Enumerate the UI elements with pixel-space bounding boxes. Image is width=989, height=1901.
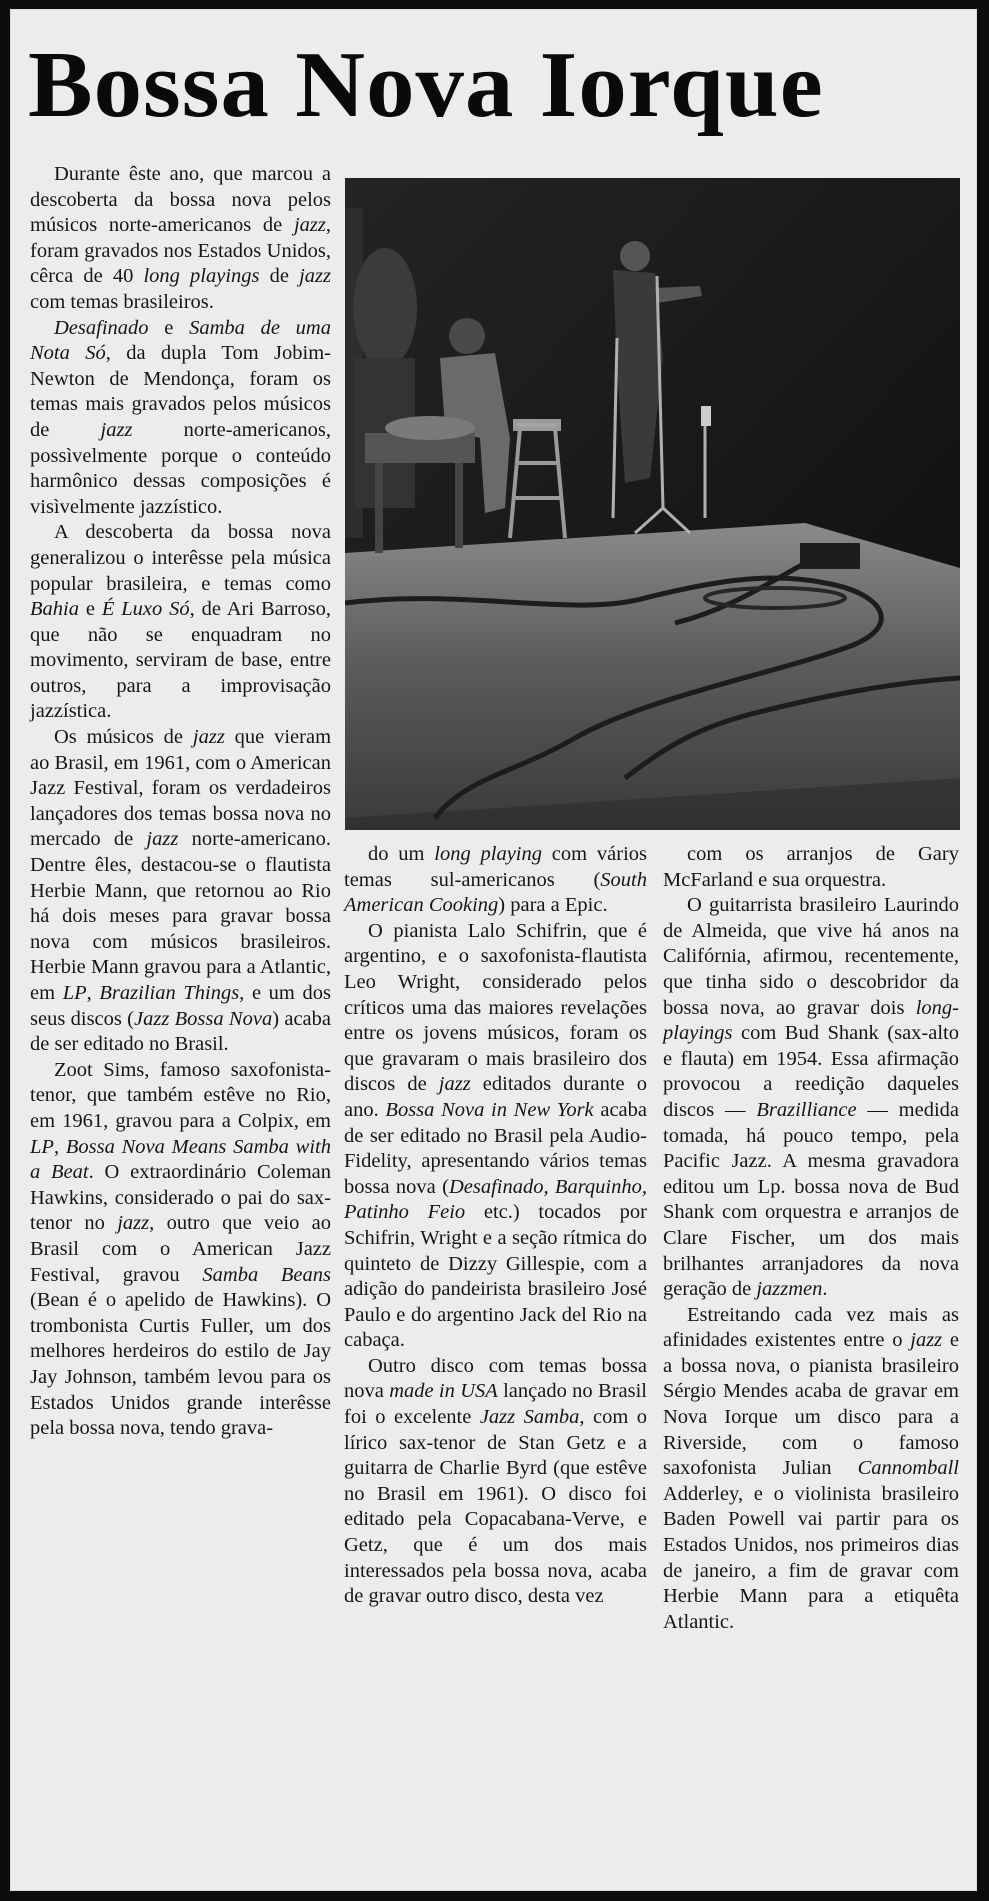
text-run: etc.) tocados por Schifrin, Wright e a seção rítmica do quinteto de Dizzy Gillespie, com a adição do pandeirista brasileiro José Paulo e do argentino Jack del Rio na cabaça. xyxy=(344,1201,648,1352)
italic-text-run: É Luxo Só xyxy=(101,598,190,621)
paragraph xyxy=(344,919,647,1354)
concert-photo xyxy=(345,178,960,830)
italic-text-run: Bahia xyxy=(30,598,79,621)
italic-text-run: Bossa Nova in New York xyxy=(385,1098,594,1121)
text-run: , da dupla Tom Jobim-Newton de Mendonça, foram os temas mais gravados pelos músicos de xyxy=(30,342,331,441)
text-run: com Bud Shank (sax-alto e flauta) em 1954. Essa afirmação provocou a reedição daqueles discos — xyxy=(663,1022,959,1121)
monitor xyxy=(800,543,860,569)
italic-text-run: jazz xyxy=(192,726,225,749)
text-run: Zoot Sims, famoso saxofonista-tenor, que também estêve no Rio, em 1961, gravou para a Colpix, em xyxy=(30,1058,331,1132)
italic-text-run: LP xyxy=(30,1135,54,1158)
text-run: com vários temas sul-americanos ( xyxy=(344,843,647,891)
text-run: e xyxy=(148,316,190,339)
italic-text-run: made in USA xyxy=(389,1380,498,1403)
text-run: , com o lírico sax-tenor de Stan Getz e a guitarra de Charlie Byrd (que estêve no Brasil em 1961). O disco foi editado pela Copacabana-Verve, e Getz, que é um dos mais interessados pela bossa nova, acaba de gravar outro disco, desta vez xyxy=(344,1406,647,1608)
paragraph xyxy=(663,842,959,893)
text-run: A descoberta da bossa nova generalizou o interêsse pela música popular brasileira, e temas como xyxy=(30,521,331,595)
text-run: norte-americanos, possìvelmente porque o conteúdo harmônico dessas composições é visìvelmente jazzístico. xyxy=(30,418,331,518)
italic-text-run: long-playings xyxy=(663,996,959,1045)
italic-text-run: jazz xyxy=(117,1212,150,1235)
italic-text-run: long playings xyxy=(143,265,260,288)
text-run: , xyxy=(86,982,100,1004)
text-run: lançado no Brasil foi o excelente xyxy=(344,1380,647,1429)
italic-text-run: jazz xyxy=(299,265,331,288)
italic-text-run: Desafinado xyxy=(54,316,149,339)
paragraph xyxy=(30,162,331,316)
text-run: O guitarrista brasileiro Laurindo de Almeida, que vive há anos na Califórnia, afirmou, recentemente, que tinha sido o descobridor da bossa nova, ao gravar dois xyxy=(663,894,959,1019)
text-run: ) acaba de ser editado no Brasil. xyxy=(30,1007,331,1056)
text-run: . xyxy=(822,1278,828,1301)
italic-text-run: Brazilliance xyxy=(756,1098,857,1121)
italic-text-run: Brazilian Things xyxy=(99,982,240,1004)
stage-illustration xyxy=(345,178,960,830)
text-run: O pianista Lalo Schifrin, que é argentino, e o saxofonista-flautista Leo Wright, considerado pelos críticos uma das maiores revelações entre os jovens músicos, foram os que gravaram o mais brasileiro dos discos de xyxy=(344,919,647,1096)
text-run: com os arranjos de Gary McFarland e sua orquestra. xyxy=(663,843,959,891)
text-run: com temas brasileiros. xyxy=(30,290,214,313)
text-run: acaba de ser editado no Brasil pela Audio-Fidelity, apresentando vários temas bossa nova ( xyxy=(344,1098,647,1198)
standing-musician-head xyxy=(620,241,650,271)
text-run: , outro que veio ao Brasil com o American Jazz Festival, gravou xyxy=(30,1212,331,1286)
italic-text-run: Jazz Samba xyxy=(479,1406,580,1429)
paragraph xyxy=(344,1354,647,1610)
headline: Bossa Nova Iorque xyxy=(28,33,824,137)
italic-text-run: jazz xyxy=(293,214,326,237)
text-run: e xyxy=(78,598,102,621)
italic-text-run: jazzmen xyxy=(756,1278,823,1301)
text-run: do um xyxy=(368,843,435,865)
text-run: . O extraordinário Coleman Hawkins, considerado o pai do sax-tenor no xyxy=(30,1161,331,1235)
text-run: Os músicos de xyxy=(54,726,193,749)
italic-text-run: Jazz Bossa Nova xyxy=(134,1007,273,1030)
paragraph xyxy=(663,893,959,1303)
text-run: de xyxy=(259,265,300,288)
italic-text-run: Samba de uma Nota Só xyxy=(30,316,331,365)
text-run: — medida tomada, há pouco tempo, pela Pacific Jazz. A mesma gravadora editou um Lp. bossa nova de Bud Shank com orquestra e arranjos de Clare Fischer, um dos mais brilhantes arranjadores da nova geração de xyxy=(663,1098,959,1301)
text-run: Adderley, e o violinista brasileiro Baden Powell vai partir para os Estados Unidos, nos primeiros dias de janeiro, a fim de gravar com Herbie Mann para a etiquêta Atlantic. xyxy=(663,1482,959,1633)
text-run: ) para a Epic. xyxy=(498,894,608,917)
italic-text-run: Samba Beans xyxy=(202,1263,332,1286)
text-run: , de Ari Barroso, que não se enquadram no movimento, serviram de base, entre outros, para a improvisação jazzística. xyxy=(30,598,331,723)
pianist-head xyxy=(449,318,485,354)
italic-text-run: Bossa Nova Means Samba with a Beat xyxy=(30,1135,331,1184)
stage-floor xyxy=(345,523,960,830)
italic-text-run: South American Cooking xyxy=(344,868,647,917)
italic-text-run: jazz xyxy=(146,828,179,851)
text-run: Estreitando cada vez mais as afinidades existentes entre o xyxy=(663,1303,959,1352)
paragraph xyxy=(30,520,331,725)
article-column-1 xyxy=(30,162,331,1442)
paragraph xyxy=(30,725,331,1058)
italic-text-run: jazz xyxy=(438,1073,471,1096)
italic-text-run: Desafinado, Barquinho, Patinho Feio xyxy=(344,1175,647,1224)
text-run: editados durante o ano. xyxy=(344,1073,647,1121)
article-column-3 xyxy=(663,842,959,1635)
article-column-2 xyxy=(344,842,647,1610)
italic-text-run: long playing xyxy=(434,843,543,865)
text-run: que vieram ao Brasil, em 1961, com o American Jazz Festival, foram os verdadeiros lançadores dos temas bossa nova no mercado de xyxy=(30,726,332,851)
newspaper-clipping xyxy=(10,9,977,1891)
text-run: e a bossa nova, o pianista brasileiro Sérgio Mendes acaba de gravar em Nova Iorque um disco para a Riverside, com o famoso saxofonista Julian xyxy=(663,1329,959,1480)
text-run: Outro disco com temas bossa nova xyxy=(344,1354,647,1403)
text-run: (Bean é o apelido de Hawkins). O trombonista Curtis Fuller, um dos melhores herdeiros do estilo de Jay Jay Johnson, também levou para os Estados Unidos grande interêsse pela bossa nova, tendo grava- xyxy=(30,1289,331,1440)
paragraph xyxy=(663,1303,959,1636)
paragraph xyxy=(30,316,331,521)
italic-text-run: LP xyxy=(62,982,87,1004)
text-run: Durante êste ano, que marcou a descoberta da bossa nova pelos músicos norte-americanos de xyxy=(30,163,331,237)
italic-text-run: jazz xyxy=(910,1329,943,1352)
text-run: , e um dos seus discos ( xyxy=(30,982,331,1030)
text-run: norte-americano. Dentre êles, destacou-se o flautista Herbie Mann, que retornou ao Rio há dois meses para gravar bossa nova com músicos brasileiros. Herbie Mann gravou para a Atlantic, em xyxy=(30,828,332,1004)
italic-text-run: jazz xyxy=(100,418,133,441)
italic-text-run: Cannomball xyxy=(857,1457,959,1480)
text-run: , xyxy=(53,1135,66,1158)
text-run: , foram gravados nos Estados Unidos, cêrca de 40 xyxy=(30,214,331,288)
paragraph xyxy=(344,842,647,919)
paragraph xyxy=(30,1058,331,1442)
